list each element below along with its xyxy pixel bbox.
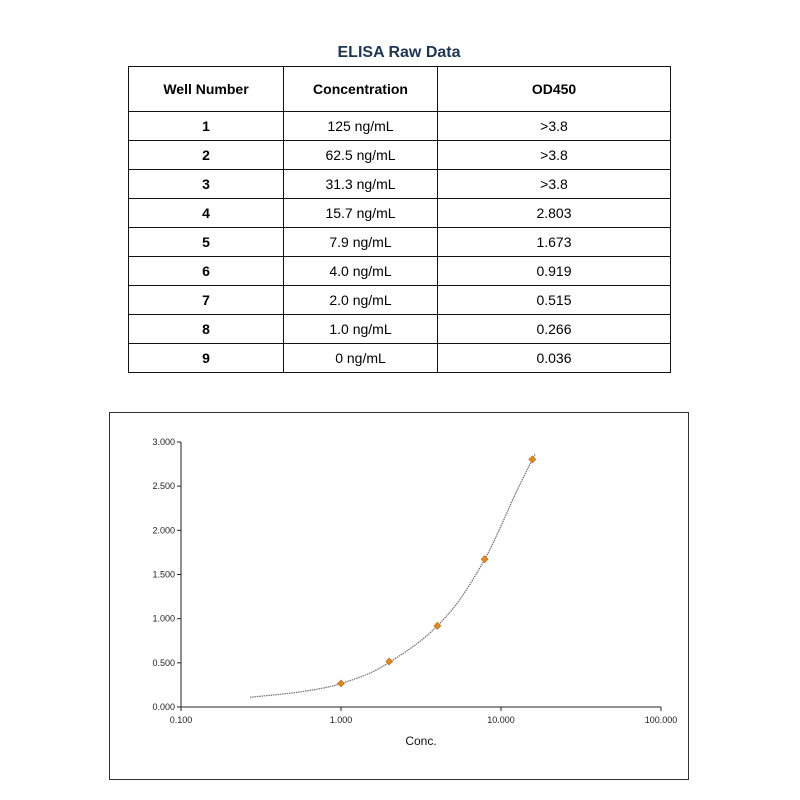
- well-number-cell: 5: [129, 228, 284, 257]
- concentration-cell: 1.0 ng/mL: [284, 315, 438, 344]
- concentration-cell: 7.9 ng/mL: [284, 228, 438, 257]
- od450-cell: 0.266: [438, 315, 671, 344]
- data-point: [338, 680, 345, 687]
- table-row: [129, 315, 671, 344]
- well-number-cell: 2: [129, 141, 284, 170]
- od450-cell: 0.515: [438, 286, 671, 315]
- x-tick-label: 100.000: [644, 715, 678, 725]
- data-point: [481, 556, 488, 563]
- well-number-cell: 8: [129, 315, 284, 344]
- x-axis-title: Conc.: [405, 734, 437, 748]
- fit-curve-line: [250, 454, 535, 697]
- well-number-cell: 7: [129, 286, 284, 315]
- od450-cell: >3.8: [438, 141, 671, 170]
- od450-cell: 0.036: [438, 344, 671, 373]
- table-row: [129, 170, 671, 199]
- concentration-cell: 4.0 ng/mL: [284, 257, 438, 286]
- table-header-row: [129, 67, 671, 112]
- table-row: [129, 199, 671, 228]
- concentration-cell: 15.7 ng/mL: [284, 199, 438, 228]
- x-tick-label: 10.000: [487, 715, 515, 725]
- od450-cell: 2.803: [438, 199, 671, 228]
- data-point: [434, 622, 441, 629]
- concentration-cell: 2.0 ng/mL: [284, 286, 438, 315]
- od450-cell: 1.673: [438, 228, 671, 257]
- x-tick-label: 1.000: [329, 715, 353, 725]
- od450-cell: >3.8: [438, 170, 671, 199]
- concentration-cell: 0 ng/mL: [284, 344, 438, 373]
- y-tick-label: 2.500: [152, 481, 175, 492]
- well-number-cell: 1: [129, 112, 284, 141]
- y-tick-label: 0.500: [152, 657, 175, 668]
- y-tick-label: 3.000: [152, 437, 175, 447]
- concentration-cell: 125 ng/mL: [284, 112, 438, 141]
- chart-axes: [181, 442, 661, 707]
- data-point: [529, 456, 536, 463]
- table-row: [129, 141, 671, 170]
- table-row: [129, 257, 671, 286]
- header-concentration: Concentration: [284, 67, 438, 112]
- od450-cell: 0.919: [438, 257, 671, 286]
- y-tick-label: 0.000: [152, 702, 175, 712]
- chart-canvas: [110, 413, 688, 779]
- table-row: [129, 344, 671, 373]
- table-title: ELISA Raw Data: [337, 44, 461, 61]
- data-point: [386, 658, 393, 665]
- table-row: [129, 228, 671, 257]
- data-points: [338, 456, 536, 687]
- elisa-raw-data-table: [128, 66, 671, 373]
- header-well-number: Well Number: [129, 67, 284, 112]
- well-number-cell: 3: [129, 170, 284, 199]
- y-tick-label: 1.000: [152, 613, 175, 624]
- standard-curve-chart: [109, 412, 689, 780]
- well-number-cell: 4: [129, 199, 284, 228]
- well-number-cell: 9: [129, 344, 284, 373]
- concentration-cell: 31.3 ng/mL: [284, 170, 438, 199]
- table-row: [129, 112, 671, 141]
- concentration-cell: 62.5 ng/mL: [284, 141, 438, 170]
- x-tick-label: 0.100: [169, 715, 193, 725]
- table-row: [129, 286, 671, 315]
- well-number-cell: 6: [129, 257, 284, 286]
- header-od450: OD450: [438, 67, 671, 112]
- y-axis-ticks: [152, 437, 181, 712]
- y-tick-label: 2.000: [152, 525, 175, 536]
- od450-cell: >3.8: [438, 112, 671, 141]
- y-tick-label: 1.500: [152, 569, 175, 580]
- x-axis-ticks: [170, 707, 678, 725]
